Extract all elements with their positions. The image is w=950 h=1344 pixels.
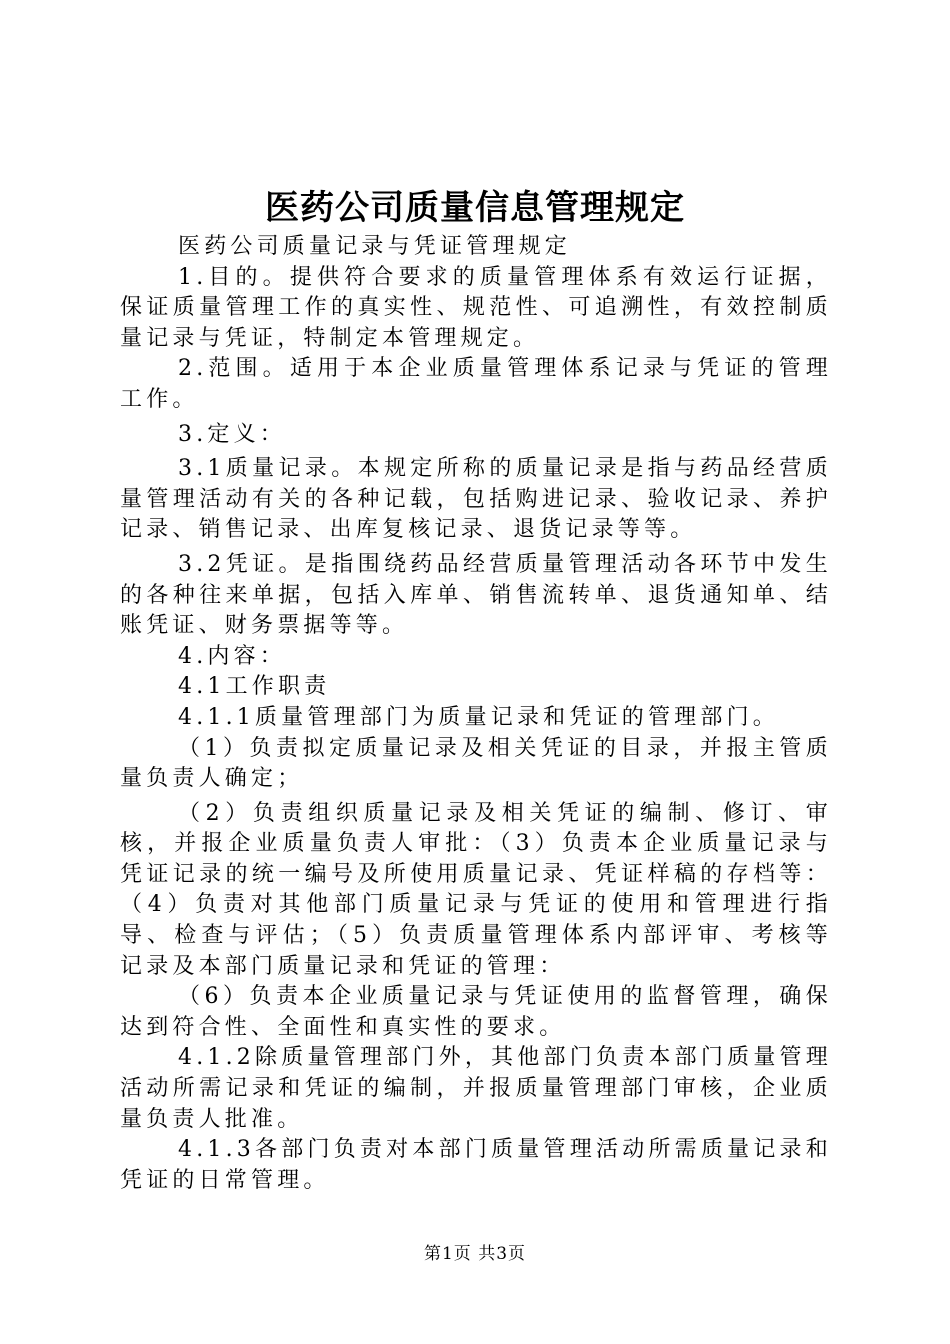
paragraph-definitions: 3.定义： <box>178 421 286 447</box>
paragraph-scope: 2.范围。适用于本企业质量管理体系记录与凭证的管理工作。 <box>120 356 832 412</box>
paragraph-subtitle: 医药公司质量记录与凭证管理规定 <box>178 234 572 259</box>
page-footer: 第1页 共3页 <box>423 1244 527 1264</box>
paragraph-duties: 4.1工作职责 <box>178 674 331 700</box>
document-title: 医药公司质量信息管理规定 <box>265 188 685 228</box>
paragraph-duty-4-1-2: 4.1.2除质量管理部门外，其他部门负责本部门质量管理活动所需记录和凭证的编制，并报质量管理部门审核，企业质量负责人批准。 <box>120 1045 832 1132</box>
paragraph-content: 4.内容： <box>178 643 286 669</box>
paragraph-duty-4-1-3: 4.1.3各部门负责对本部门质量管理活动所需质量记录和凭证的日常管理。 <box>120 1137 832 1193</box>
document-body <box>120 232 832 1196</box>
paragraph-item-2-5: （2）负责组织质量记录及相关凭证的编制、修订、审核，并报企业质量负责人审批：（3）负责本企业质量记录与凭证记录的统一编号及所使用质量记录、凭证样稿的存档等：（4）负责对其他部门质量记录与凭证的使用和管理进行指导、检查与评估；（5）负责质量管理体系内部评审、考核等记录及本部门质量记录和凭证的管理： <box>120 800 832 979</box>
paragraph-item-1: （1）负责拟定质量记录及相关凭证的目录，并报主管质量负责人确定； <box>120 735 832 792</box>
paragraph-item-6: （6）负责本企业质量记录与凭证使用的监督管理，确保达到符合性、全面性和真实性的要求。 <box>120 984 832 1040</box>
paragraph-duty-4-1-1: 4.1.1质量管理部门为质量记录和凭证的管理部门。 <box>178 704 779 730</box>
paragraph-voucher: 3.2凭证。是指围绕药品经营质量管理活动各环节中发生的各种往来单据，包括入库单、销售流转单、退货通知单、结账凭证、财务票据等等。 <box>120 551 832 639</box>
paragraph-quality-record: 3.1质量记录。本规定所称的质量记录是指与药品经营质量管理活动有关的各种记载，包括购进记录、验收记录、养护记录、销售记录、出库复核记录、退货记录等等。 <box>120 456 832 543</box>
paragraph-purpose: 1.目的。提供符合要求的质量管理体系有效运行证据，保证质量管理工作的真实性、规范性、可追溯性，有效控制质量记录与凭证，特制定本管理规定。 <box>120 264 832 351</box>
